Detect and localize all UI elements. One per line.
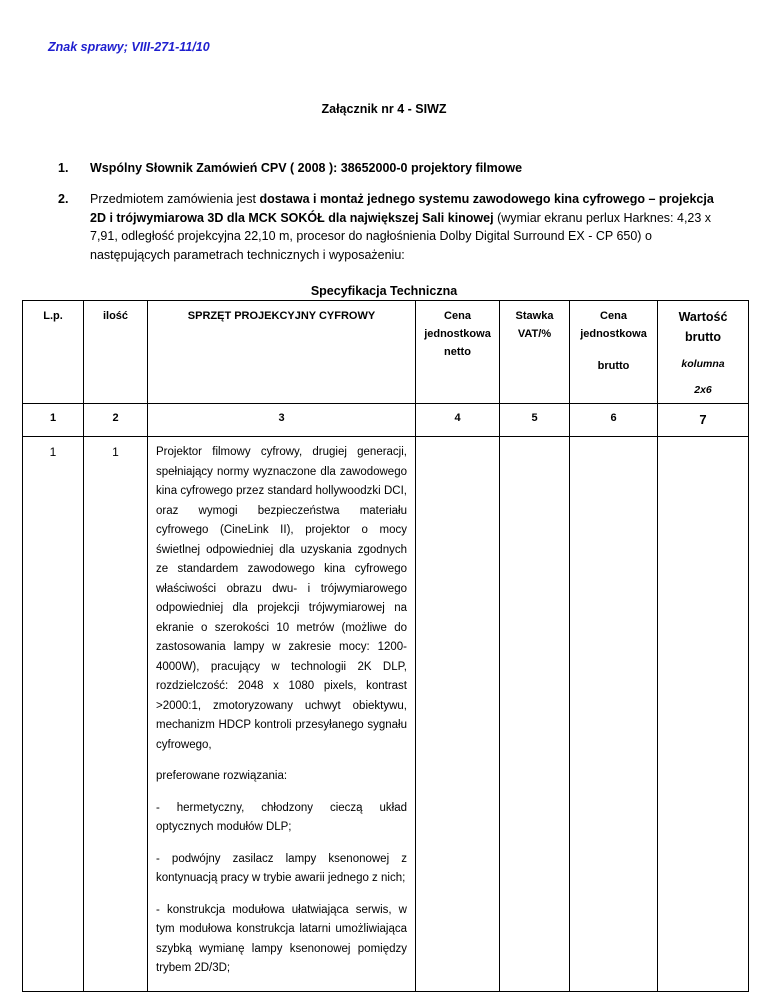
description-paragraph: - podwójny zasilacz lampy ksenonowej z kontynuacją pracy w trybie awarii jednego z nich; [156, 852, 407, 884]
cell-description [148, 437, 416, 992]
cell-vat [500, 437, 570, 992]
header-gross-price-line1: Cena jednostkowa [580, 310, 647, 340]
col-number: 4 [416, 404, 500, 437]
list-item-subject [58, 190, 718, 264]
cell-net-price [416, 437, 500, 992]
cell-qty: 1 [84, 437, 148, 992]
header-value [658, 301, 749, 404]
header-gross-price [570, 301, 658, 404]
cell-lp: 1 [23, 437, 84, 992]
header-value-line3: 2x6 [694, 384, 712, 396]
attachment-title: Załącznik nr 4 - SIWZ [321, 102, 447, 116]
cell-value [658, 437, 749, 992]
table-row [23, 437, 749, 992]
col-number: 7 [658, 404, 749, 437]
header-lp: L.p. [23, 301, 84, 404]
col-number: 6 [570, 404, 658, 437]
col-number: 3 [148, 404, 416, 437]
header-qty: ilość [84, 301, 148, 404]
spec-title: Specyfikacja Techniczna [310, 284, 458, 298]
subject-details: (wymiar ekranu perlux Harknes: 4,23 x 7,91, odległość projekcyjna 22,10 m, procesor do nagłośnienia Dolby Digital Surround EX - CP 650) o następujących parametrach technicznych i wyposażeniu: [90, 210, 712, 262]
header-net-price: Cena jednostkowa netto [416, 301, 500, 404]
col-number: 2 [84, 404, 148, 437]
description-paragraph: - konstrukcja modułowa ułatwiająca serwis, w tym modułowa konstrukcja latarni umożliwiająca szybką wymianę lampy ksenonowej pomiędzy trybem 2D/3D; [156, 903, 407, 974]
description-paragraph: - hermetyczny, chłodzony cieczą układ optycznych modułów DLP; [156, 801, 407, 833]
list-item-number: 2. [58, 192, 69, 206]
list-item-text [90, 190, 718, 264]
case-reference: Znak sprawy; VIII-271-11/10 [48, 40, 210, 54]
header-gross-price-line2: brutto [597, 360, 630, 372]
list-item-cpv [58, 159, 718, 178]
subject-bold: dostawa i montaż jednego systemu zawodowego kina cyfrowego – projekcja 2D i trójwymiarowa 3D dla MCK SOKÓŁ dla największej Sali kinowej [90, 192, 714, 225]
cell-gross-price [570, 437, 658, 992]
col-number: 5 [500, 404, 570, 437]
header-vat: Stawka VAT/% [500, 301, 570, 404]
header-value-line1: Wartość brutto [678, 310, 728, 344]
subject-intro: Przedmiotem zamówienia jest [90, 192, 260, 206]
col-number: 1 [23, 404, 84, 437]
header-value-line2: kolumna [681, 358, 725, 370]
header-equipment: SPRZĘT PROJEKCYJNY CYFROWY [148, 301, 416, 404]
list-item-number: 1. [58, 161, 69, 175]
description-paragraph: preferowane rozwiązania: [156, 770, 288, 782]
column-number-row [23, 404, 749, 437]
spec-table [22, 300, 749, 992]
list-item-text: Wspólny Słownik Zamówień CPV ( 2008 ): 38652000-0 projektory filmowe [90, 161, 523, 175]
table-header-row [23, 301, 749, 404]
description-paragraph: Projektor filmowy cyfrowy, drugiej generacji, spełniający normy wyznaczone dla zawodowego kina cyfrowego przez standard hollywoodzki DCI, oraz wymogi bezpieczeństwa materiału cyfrowego (CineLink II), projektor o mocy świetlnej odpowiedniej dla uzyskania zgodnych ze standardem zawodowego kina cyfrowego właściwości obrazu dwu- i trójwymiarowego odpowiedniej dla projekcji trójwymiarowej na ekranie o szerokości 10 metrów (możliwe do zastosowania lampy w zakresie mocy: 1200-4000W), pracujący w technologii 2K DLP, rozdzielczość: 2048 x 1080 pixels, kontrast >2000:1, zmotoryzowany uchwyt obiektywu, mechanizm HDCP kontroli przesyłanego sygnału cyfrowego, [156, 446, 407, 751]
